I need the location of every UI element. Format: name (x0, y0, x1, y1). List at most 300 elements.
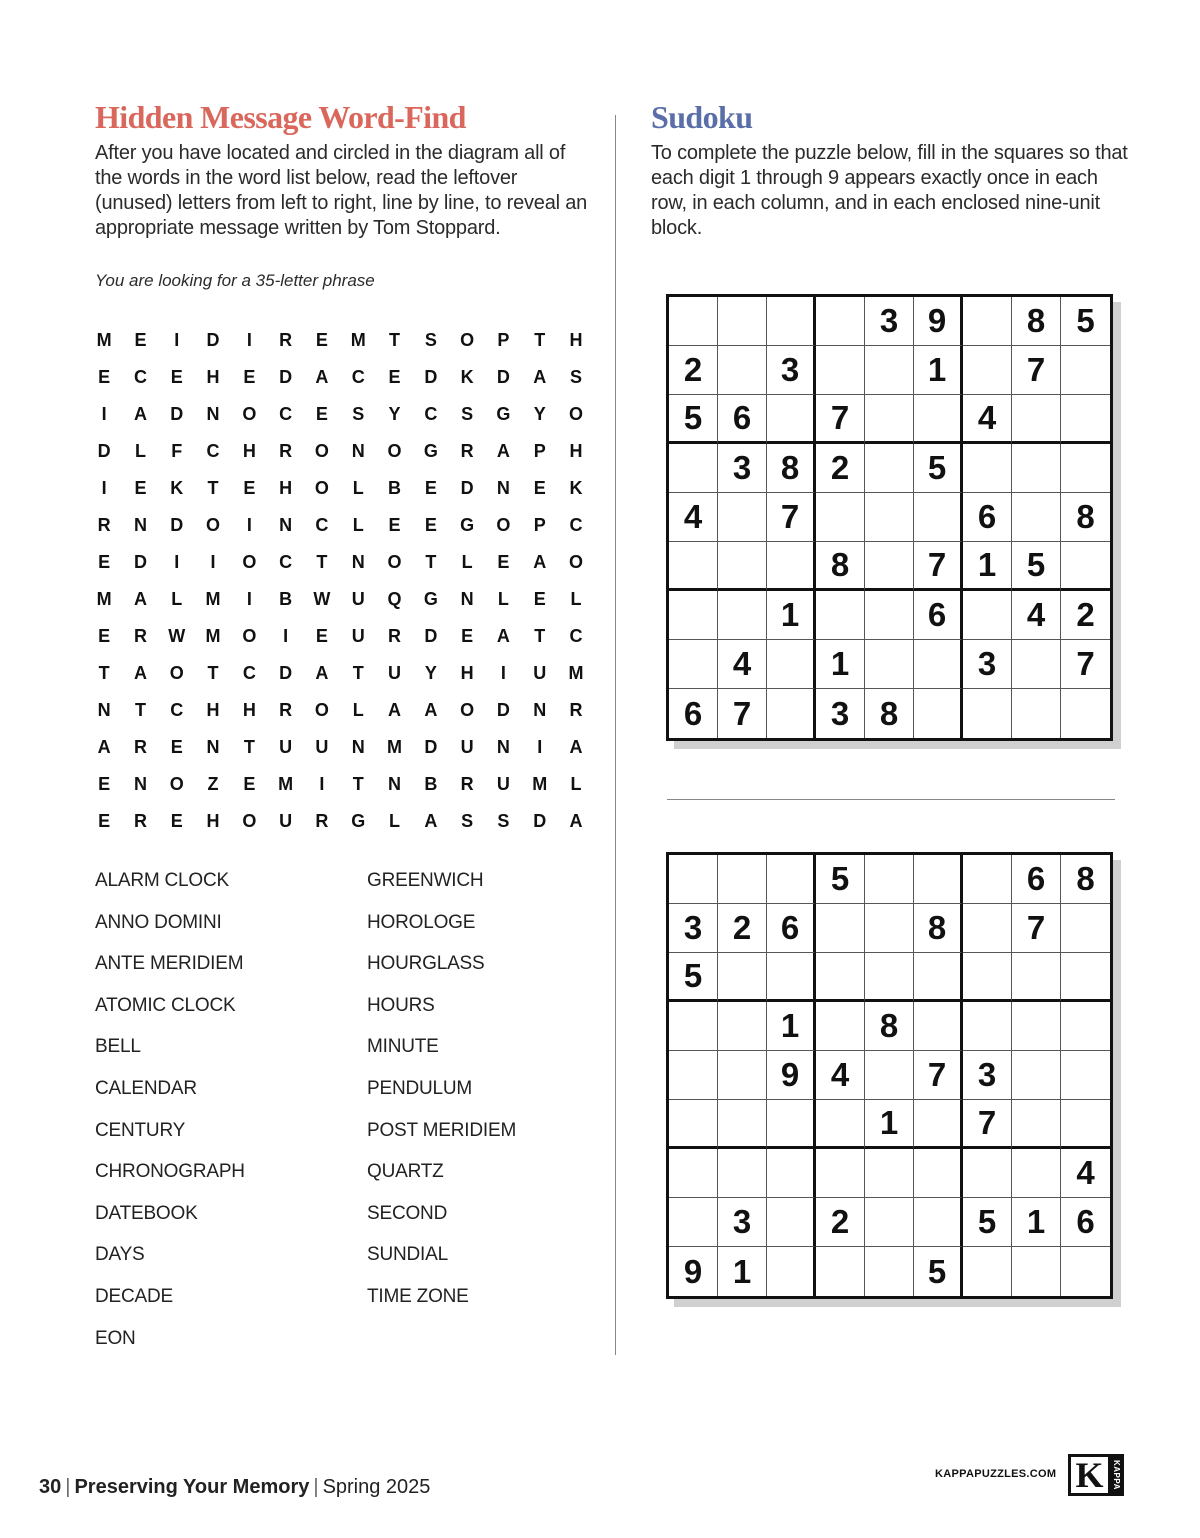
grid-letter[interactable]: T (352, 774, 364, 794)
sudoku-empty-cell[interactable] (669, 591, 718, 640)
grid-letter[interactable]: G (496, 404, 511, 424)
grid-letter[interactable]: M (350, 330, 366, 350)
grid-letter[interactable]: E (424, 515, 437, 535)
sudoku-empty-cell[interactable] (669, 1100, 718, 1149)
grid-letter[interactable]: M (205, 589, 221, 609)
grid-letter[interactable]: A (569, 811, 583, 831)
sudoku-empty-cell[interactable] (963, 591, 1012, 640)
sudoku-empty-cell[interactable] (767, 395, 816, 444)
grid-letter[interactable]: N (133, 774, 147, 794)
sudoku-empty-cell[interactable] (669, 1198, 718, 1247)
grid-letter[interactable]: Q (387, 589, 402, 609)
sudoku-empty-cell[interactable] (963, 444, 1012, 493)
grid-letter[interactable]: D (206, 330, 220, 350)
grid-letter[interactable]: T (352, 663, 364, 683)
grid-letter[interactable]: I (174, 552, 180, 572)
grid-letter[interactable]: N (496, 478, 510, 498)
sudoku-empty-cell[interactable] (1012, 1149, 1061, 1198)
sudoku-puzzle-2[interactable] (666, 852, 1113, 1299)
grid-letter[interactable]: C (170, 700, 184, 720)
grid-letter[interactable]: D (496, 367, 510, 387)
grid-letter[interactable]: E (98, 367, 111, 387)
grid-letter[interactable]: U (460, 737, 474, 757)
grid-letter[interactable]: N (351, 552, 365, 572)
grid-letter[interactable]: U (351, 626, 365, 646)
grid-letter[interactable]: A (533, 367, 547, 387)
grid-letter[interactable]: C (569, 515, 583, 535)
grid-letter[interactable]: M (568, 663, 584, 683)
sudoku-empty-cell[interactable] (865, 395, 914, 444)
sudoku-empty-cell[interactable] (767, 855, 816, 904)
grid-letter[interactable]: R (460, 441, 474, 461)
grid-letter[interactable]: R (279, 330, 293, 350)
sudoku-empty-cell[interactable] (865, 953, 914, 1002)
grid-letter[interactable]: D (424, 626, 438, 646)
grid-letter[interactable]: R (279, 700, 293, 720)
sudoku-empty-cell[interactable] (865, 346, 914, 395)
grid-letter[interactable]: C (206, 441, 220, 461)
grid-letter[interactable]: O (387, 552, 402, 572)
grid-letter[interactable]: E (170, 367, 183, 387)
sudoku-empty-cell[interactable] (963, 1002, 1012, 1051)
grid-letter[interactable]: M (96, 589, 112, 609)
grid-letter[interactable]: E (315, 404, 328, 424)
grid-letter[interactable]: L (497, 589, 509, 609)
sudoku-empty-cell[interactable] (816, 591, 865, 640)
sudoku-empty-cell[interactable] (669, 855, 718, 904)
grid-letter[interactable]: A (496, 626, 510, 646)
grid-letter[interactable]: W (313, 589, 331, 609)
sudoku-empty-cell[interactable] (767, 953, 816, 1002)
sudoku-empty-cell[interactable] (767, 1149, 816, 1198)
grid-letter[interactable]: O (242, 552, 257, 572)
grid-letter[interactable]: P (533, 515, 546, 535)
grid-letter[interactable]: I (210, 552, 216, 572)
grid-letter[interactable]: P (533, 441, 546, 461)
grid-letter[interactable]: E (497, 552, 510, 572)
grid-letter[interactable]: E (98, 552, 111, 572)
grid-letter[interactable]: L (389, 811, 401, 831)
sudoku-empty-cell[interactable] (1061, 444, 1110, 493)
sudoku-empty-cell[interactable] (1012, 493, 1061, 542)
grid-letter[interactable]: A (424, 700, 438, 720)
sudoku-empty-cell[interactable] (718, 1149, 767, 1198)
sudoku-empty-cell[interactable] (914, 1002, 963, 1051)
grid-letter[interactable]: E (388, 515, 401, 535)
sudoku-empty-cell[interactable] (767, 1100, 816, 1149)
sudoku-empty-cell[interactable] (669, 542, 718, 591)
grid-letter[interactable]: C (279, 404, 293, 424)
grid-letter[interactable]: L (134, 441, 146, 461)
grid-letter[interactable]: M (278, 774, 294, 794)
sudoku-empty-cell[interactable] (1061, 904, 1110, 953)
sudoku-empty-cell[interactable] (816, 1002, 865, 1051)
site-url[interactable]: KAPPAPUZZLES.COM (935, 1468, 1057, 1480)
grid-letter[interactable]: N (206, 404, 220, 424)
grid-letter[interactable]: N (496, 737, 510, 757)
grid-letter[interactable]: I (101, 404, 107, 424)
sudoku-empty-cell[interactable] (1061, 953, 1110, 1002)
sudoku-empty-cell[interactable] (865, 1198, 914, 1247)
grid-letter[interactable]: T (425, 552, 437, 572)
grid-letter[interactable]: U (279, 737, 293, 757)
sudoku-empty-cell[interactable] (767, 297, 816, 346)
grid-letter[interactable]: R (460, 774, 474, 794)
grid-letter[interactable]: E (424, 478, 437, 498)
sudoku-empty-cell[interactable] (816, 1100, 865, 1149)
grid-letter[interactable]: S (461, 811, 474, 831)
grid-letter[interactable]: O (387, 441, 402, 461)
grid-letter[interactable]: O (460, 700, 475, 720)
grid-letter[interactable]: T (243, 737, 255, 757)
grid-letter[interactable]: O (314, 478, 329, 498)
sudoku-empty-cell[interactable] (767, 1247, 816, 1296)
grid-letter[interactable]: G (460, 515, 475, 535)
grid-letter[interactable]: E (243, 367, 256, 387)
sudoku-empty-cell[interactable] (1012, 1002, 1061, 1051)
sudoku-empty-cell[interactable] (963, 1149, 1012, 1198)
grid-letter[interactable]: D (424, 367, 438, 387)
grid-letter[interactable]: C (315, 515, 329, 535)
grid-letter[interactable]: D (170, 404, 184, 424)
grid-letter[interactable]: M (387, 737, 403, 757)
grid-letter[interactable]: K (460, 367, 474, 387)
sudoku-empty-cell[interactable] (669, 1051, 718, 1100)
grid-letter[interactable]: O (242, 811, 257, 831)
grid-letter[interactable]: E (388, 367, 401, 387)
grid-letter[interactable]: Y (424, 663, 437, 683)
grid-letter[interactable]: U (279, 811, 293, 831)
grid-letter[interactable]: L (352, 700, 364, 720)
sudoku-empty-cell[interactable] (865, 542, 914, 591)
grid-letter[interactable]: D (424, 737, 438, 757)
grid-letter[interactable]: H (242, 441, 256, 461)
grid-letter[interactable]: R (569, 700, 583, 720)
grid-letter[interactable]: C (279, 552, 293, 572)
grid-letter[interactable]: I (246, 330, 252, 350)
grid-letter[interactable]: D (170, 515, 184, 535)
grid-letter[interactable]: F (171, 441, 183, 461)
grid-letter[interactable]: A (133, 589, 147, 609)
sudoku-empty-cell[interactable] (914, 493, 963, 542)
sudoku-empty-cell[interactable] (767, 640, 816, 689)
grid-letter[interactable]: T (534, 330, 546, 350)
grid-letter[interactable]: I (283, 626, 289, 646)
sudoku-empty-cell[interactable] (767, 1198, 816, 1247)
sudoku-empty-cell[interactable] (1061, 1002, 1110, 1051)
grid-letter[interactable]: E (243, 478, 256, 498)
sudoku-empty-cell[interactable] (669, 1002, 718, 1051)
sudoku-empty-cell[interactable] (865, 1247, 914, 1296)
grid-letter[interactable]: D (279, 663, 293, 683)
grid-letter[interactable]: E (170, 737, 183, 757)
grid-letter[interactable]: E (98, 774, 111, 794)
sudoku-empty-cell[interactable] (865, 591, 914, 640)
grid-letter[interactable]: O (496, 515, 511, 535)
grid-letter[interactable]: E (134, 330, 147, 350)
grid-letter[interactable]: O (314, 700, 329, 720)
grid-letter[interactable]: A (424, 811, 438, 831)
grid-letter[interactable]: R (97, 515, 111, 535)
sudoku-empty-cell[interactable] (865, 1149, 914, 1198)
sudoku-empty-cell[interactable] (963, 1247, 1012, 1296)
sudoku-empty-cell[interactable] (1012, 689, 1061, 738)
grid-letter[interactable]: I (101, 478, 107, 498)
grid-letter[interactable]: U (351, 589, 365, 609)
grid-letter[interactable]: N (133, 515, 147, 535)
grid-letter[interactable]: R (279, 441, 293, 461)
grid-letter[interactable]: N (97, 700, 111, 720)
grid-letter[interactable]: O (314, 441, 329, 461)
grid-letter[interactable]: R (133, 737, 147, 757)
grid-letter[interactable]: A (388, 700, 402, 720)
sudoku-empty-cell[interactable] (718, 542, 767, 591)
sudoku-empty-cell[interactable] (669, 1149, 718, 1198)
grid-letter[interactable]: S (497, 811, 510, 831)
grid-letter[interactable]: C (424, 404, 438, 424)
grid-letter[interactable]: B (279, 589, 293, 609)
grid-letter[interactable]: C (569, 626, 583, 646)
grid-letter[interactable]: A (315, 367, 329, 387)
sudoku-empty-cell[interactable] (816, 346, 865, 395)
grid-letter[interactable]: T (389, 330, 401, 350)
grid-letter[interactable]: L (461, 552, 473, 572)
grid-letter[interactable]: A (533, 552, 547, 572)
grid-letter[interactable]: O (569, 404, 584, 424)
grid-letter[interactable]: A (496, 441, 510, 461)
wordfind-letter-grid[interactable] (86, 322, 594, 840)
grid-letter[interactable]: O (169, 774, 184, 794)
grid-letter[interactable]: L (352, 478, 364, 498)
grid-letter[interactable]: U (533, 663, 547, 683)
sudoku-empty-cell[interactable] (914, 689, 963, 738)
grid-letter[interactable]: N (388, 774, 402, 794)
sudoku-empty-cell[interactable] (718, 591, 767, 640)
sudoku-empty-cell[interactable] (914, 855, 963, 904)
grid-letter[interactable]: E (98, 811, 111, 831)
grid-letter[interactable]: U (388, 663, 402, 683)
sudoku-empty-cell[interactable] (767, 542, 816, 591)
grid-letter[interactable]: O (460, 330, 475, 350)
grid-letter[interactable]: Z (207, 774, 219, 794)
sudoku-empty-cell[interactable] (865, 904, 914, 953)
grid-letter[interactable]: T (98, 663, 110, 683)
grid-letter[interactable]: L (171, 589, 183, 609)
grid-letter[interactable]: R (388, 626, 402, 646)
sudoku-empty-cell[interactable] (669, 640, 718, 689)
grid-letter[interactable]: H (569, 330, 583, 350)
grid-letter[interactable]: C (242, 663, 256, 683)
grid-letter[interactable]: K (569, 478, 583, 498)
grid-letter[interactable]: H (206, 811, 220, 831)
sudoku-empty-cell[interactable] (914, 953, 963, 1002)
grid-letter[interactable]: O (169, 663, 184, 683)
sudoku-empty-cell[interactable] (816, 297, 865, 346)
sudoku-empty-cell[interactable] (914, 1100, 963, 1149)
sudoku-empty-cell[interactable] (1012, 444, 1061, 493)
grid-letter[interactable]: D (460, 478, 474, 498)
sudoku-empty-cell[interactable] (1012, 640, 1061, 689)
grid-letter[interactable]: W (168, 626, 186, 646)
grid-letter[interactable]: U (496, 774, 510, 794)
grid-letter[interactable]: A (133, 404, 147, 424)
grid-letter[interactable]: A (315, 663, 329, 683)
grid-letter[interactable]: I (319, 774, 325, 794)
grid-letter[interactable]: N (279, 515, 293, 535)
grid-letter[interactable]: S (352, 404, 365, 424)
grid-letter[interactable]: S (570, 367, 583, 387)
grid-letter[interactable]: O (206, 515, 221, 535)
grid-letter[interactable]: R (315, 811, 329, 831)
sudoku-empty-cell[interactable] (1061, 395, 1110, 444)
sudoku-empty-cell[interactable] (1012, 395, 1061, 444)
grid-letter[interactable]: S (424, 330, 437, 350)
sudoku-empty-cell[interactable] (865, 855, 914, 904)
grid-letter[interactable]: K (170, 478, 184, 498)
grid-letter[interactable]: Y (388, 404, 401, 424)
grid-letter[interactable]: L (570, 774, 582, 794)
sudoku-empty-cell[interactable] (669, 444, 718, 493)
grid-letter[interactable]: T (316, 552, 328, 572)
sudoku-empty-cell[interactable] (963, 689, 1012, 738)
grid-letter[interactable]: R (133, 626, 147, 646)
grid-letter[interactable]: E (461, 626, 474, 646)
grid-letter[interactable]: O (242, 626, 257, 646)
sudoku-empty-cell[interactable] (865, 1051, 914, 1100)
sudoku-empty-cell[interactable] (914, 395, 963, 444)
sudoku-empty-cell[interactable] (1061, 542, 1110, 591)
sudoku-empty-cell[interactable] (1012, 1100, 1061, 1149)
sudoku-empty-cell[interactable] (767, 689, 816, 738)
sudoku-empty-cell[interactable] (914, 640, 963, 689)
grid-letter[interactable]: E (315, 330, 328, 350)
grid-letter[interactable]: G (423, 589, 438, 609)
sudoku-empty-cell[interactable] (718, 1002, 767, 1051)
grid-letter[interactable]: Y (533, 404, 546, 424)
sudoku-empty-cell[interactable] (718, 855, 767, 904)
grid-letter[interactable]: M (205, 626, 221, 646)
grid-letter[interactable]: C (133, 367, 147, 387)
grid-letter[interactable]: N (533, 700, 547, 720)
grid-letter[interactable]: U (315, 737, 329, 757)
grid-letter[interactable]: C (351, 367, 365, 387)
grid-letter[interactable]: N (351, 737, 365, 757)
sudoku-empty-cell[interactable] (1012, 1051, 1061, 1100)
grid-letter[interactable]: D (533, 811, 547, 831)
sudoku-empty-cell[interactable] (1012, 953, 1061, 1002)
grid-letter[interactable]: N (206, 737, 220, 757)
grid-letter[interactable]: S (461, 404, 474, 424)
sudoku-empty-cell[interactable] (669, 297, 718, 346)
sudoku-empty-cell[interactable] (718, 297, 767, 346)
grid-letter[interactable]: I (246, 589, 252, 609)
grid-letter[interactable]: E (243, 774, 256, 794)
sudoku-empty-cell[interactable] (816, 904, 865, 953)
grid-letter[interactable]: D (496, 700, 510, 720)
grid-letter[interactable]: O (242, 404, 257, 424)
sudoku-empty-cell[interactable] (718, 493, 767, 542)
grid-letter[interactable]: O (569, 552, 584, 572)
grid-letter[interactable]: D (97, 441, 111, 461)
grid-letter[interactable]: H (242, 700, 256, 720)
grid-letter[interactable]: E (134, 478, 147, 498)
sudoku-empty-cell[interactable] (816, 1149, 865, 1198)
grid-letter[interactable]: L (352, 515, 364, 535)
grid-letter[interactable]: T (207, 663, 219, 683)
grid-letter[interactable]: P (497, 330, 510, 350)
grid-letter[interactable]: E (533, 589, 546, 609)
grid-letter[interactable]: L (570, 589, 582, 609)
grid-letter[interactable]: H (460, 663, 474, 683)
sudoku-empty-cell[interactable] (1061, 346, 1110, 395)
grid-letter[interactable]: I (537, 737, 543, 757)
sudoku-empty-cell[interactable] (963, 346, 1012, 395)
sudoku-empty-cell[interactable] (865, 444, 914, 493)
grid-letter[interactable]: T (534, 626, 546, 646)
grid-letter[interactable]: E (170, 811, 183, 831)
grid-letter[interactable]: G (423, 441, 438, 461)
grid-letter[interactable]: E (315, 626, 328, 646)
grid-letter[interactable]: G (351, 811, 366, 831)
grid-letter[interactable]: M (532, 774, 548, 794)
grid-letter[interactable]: H (206, 700, 220, 720)
grid-letter[interactable]: T (207, 478, 219, 498)
sudoku-empty-cell[interactable] (1061, 1100, 1110, 1149)
sudoku-empty-cell[interactable] (718, 1100, 767, 1149)
grid-letter[interactable]: D (279, 367, 293, 387)
sudoku-empty-cell[interactable] (914, 1198, 963, 1247)
sudoku-empty-cell[interactable] (1061, 1051, 1110, 1100)
grid-letter[interactable]: T (134, 700, 146, 720)
grid-letter[interactable]: N (351, 441, 365, 461)
grid-letter[interactable]: E (98, 626, 111, 646)
sudoku-empty-cell[interactable] (816, 1247, 865, 1296)
grid-letter[interactable]: A (133, 663, 147, 683)
sudoku-empty-cell[interactable] (816, 953, 865, 1002)
grid-letter[interactable]: D (133, 552, 147, 572)
grid-letter[interactable]: H (569, 441, 583, 461)
grid-letter[interactable]: R (133, 811, 147, 831)
sudoku-empty-cell[interactable] (816, 493, 865, 542)
grid-letter[interactable]: H (279, 478, 293, 498)
sudoku-empty-cell[interactable] (718, 346, 767, 395)
sudoku-empty-cell[interactable] (963, 855, 1012, 904)
grid-letter[interactable]: A (97, 737, 111, 757)
grid-letter[interactable]: I (500, 663, 506, 683)
grid-letter[interactable]: I (246, 515, 252, 535)
sudoku-empty-cell[interactable] (914, 1149, 963, 1198)
grid-letter[interactable]: B (388, 478, 402, 498)
sudoku-empty-cell[interactable] (1061, 689, 1110, 738)
grid-letter[interactable]: N (460, 589, 474, 609)
sudoku-empty-cell[interactable] (963, 953, 1012, 1002)
sudoku-empty-cell[interactable] (718, 1051, 767, 1100)
sudoku-empty-cell[interactable] (1061, 1247, 1110, 1296)
sudoku-empty-cell[interactable] (963, 904, 1012, 953)
grid-letter[interactable]: A (569, 737, 583, 757)
sudoku-empty-cell[interactable] (865, 640, 914, 689)
grid-letter[interactable]: M (96, 330, 112, 350)
sudoku-empty-cell[interactable] (1012, 1247, 1061, 1296)
grid-letter[interactable]: H (206, 367, 220, 387)
sudoku-empty-cell[interactable] (865, 493, 914, 542)
sudoku-empty-cell[interactable] (963, 297, 1012, 346)
grid-letter[interactable]: I (174, 330, 180, 350)
grid-letter[interactable]: E (533, 478, 546, 498)
sudoku-empty-cell[interactable] (718, 953, 767, 1002)
sudoku-puzzle-1[interactable] (666, 294, 1113, 741)
grid-letter[interactable]: B (424, 774, 438, 794)
